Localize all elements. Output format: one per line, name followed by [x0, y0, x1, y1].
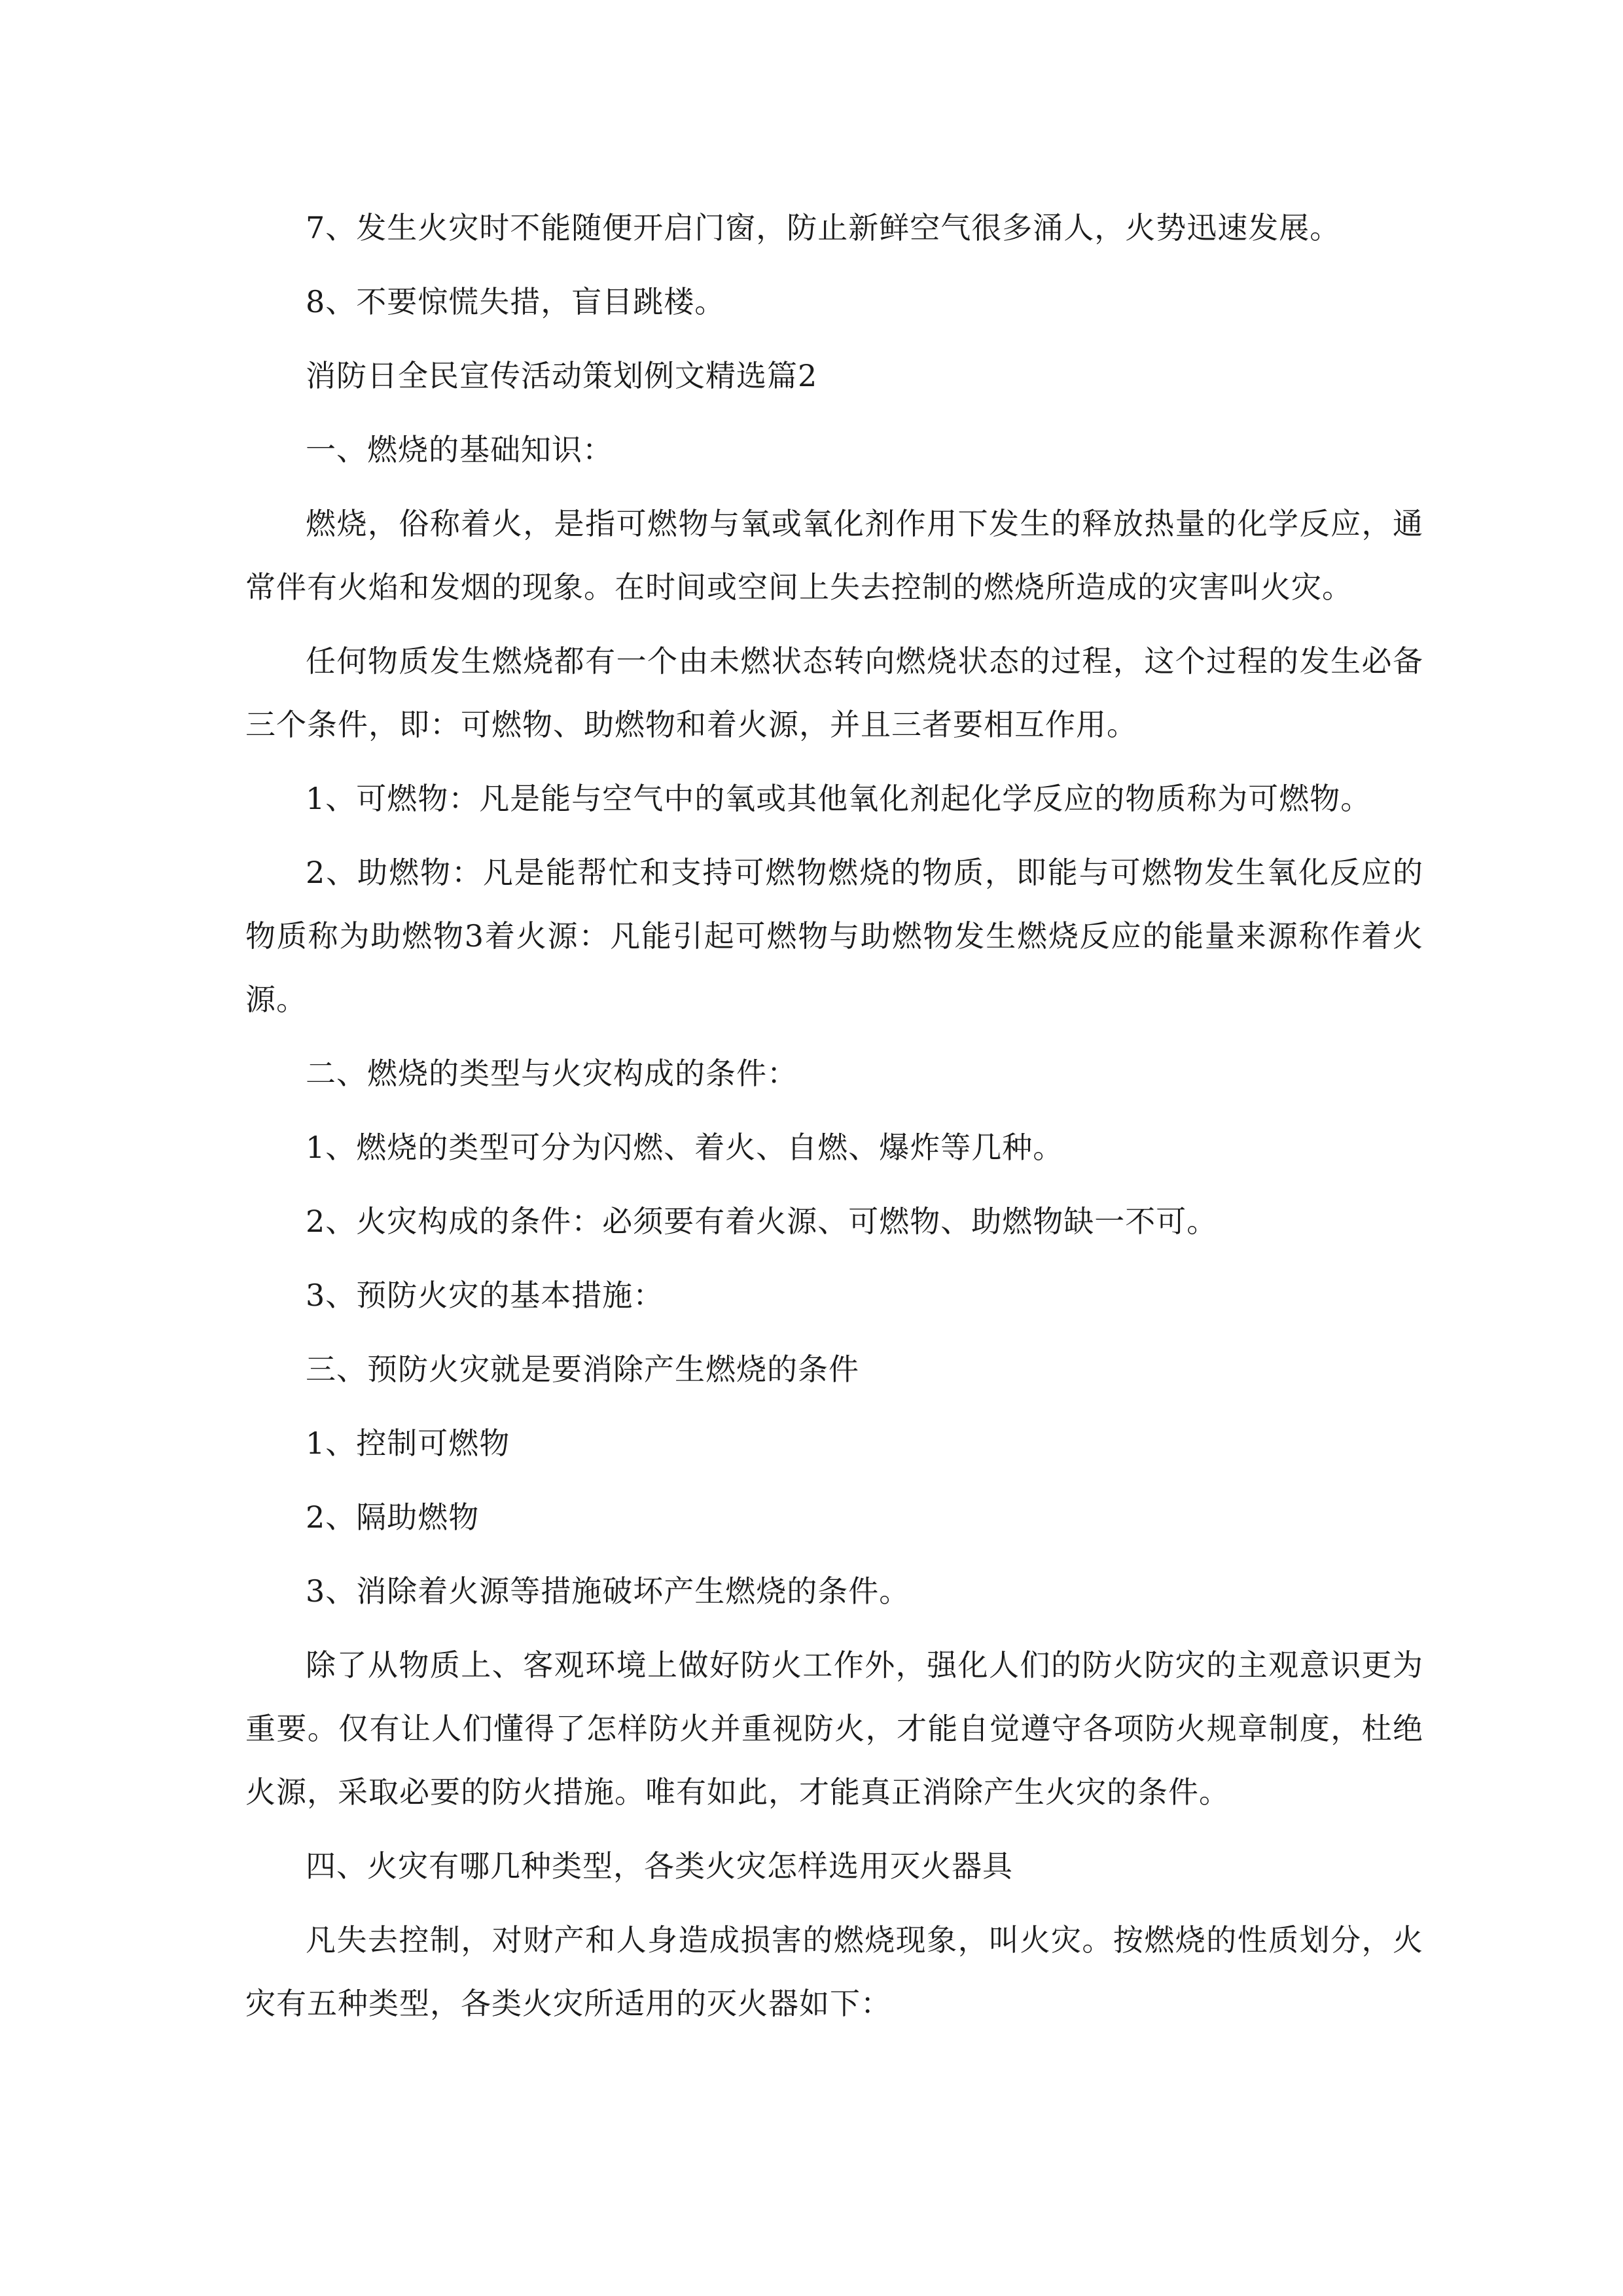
paragraph-9: 3、预防火灾的基本措施： [306, 1278, 664, 1313]
paragraph-12: 3、消除着火源等措施破坏产生燃烧的条件。 [306, 1573, 910, 1609]
heading-4: 四、火灾有哪几种类型，各类火灾怎样选用灭火器具 [306, 1848, 1013, 1884]
paragraph-13: 除了从物质上、客观环境上做好防火工作外，强化人们的防火防灾的主观意识更为重要。仅有让人们懂得了怎样防火并重视防火，才能自觉遵守各项防火规章制度，杜绝火源，采取必要的防火措施。唯有如此，才能真正消除产生火灾的条件。 [245, 1647, 1423, 1810]
paragraph-1: 7、发生火灾时不能随便开启门窗，防止新鲜空气很多涌人，火势迅速发展。 [306, 210, 1341, 245]
paragraph-7: 1、燃烧的类型可分为闪燃、着火、自燃、爆炸等几种。 [306, 1130, 1064, 1165]
section-title: 消防日全民宣传活动策划例文精选篇2 [306, 358, 818, 393]
paragraph-2: 8、不要惊慌失措，盲目跳楼。 [306, 284, 726, 319]
paragraph-5: 1、可燃物：凡是能与空气中的氧或其他氧化剂起化学反应的物质称为可燃物。 [306, 781, 1372, 816]
document-page [245, 196, 1423, 2036]
heading-2: 二、燃烧的类型与火灾构成的条件： [306, 1056, 798, 1091]
paragraph-6: 2、助燃物：凡是能帮忙和支持可燃物燃烧的物质，即能与可燃物发生氧化反应的物质称为助燃物3着火源：凡能引起可燃物与助燃物发生燃烧反应的能量来源称作着火源。 [245, 855, 1423, 1017]
heading-1: 一、燃烧的基础知识： [306, 432, 613, 467]
paragraph-8: 2、火灾构成的条件：必须要有着火源、可燃物、助燃物缺一不可。 [306, 1204, 1218, 1239]
paragraph-3: 燃烧，俗称着火，是指可燃物与氧或氧化剂作用下发生的释放热量的化学反应，通常伴有火焰和发烟的现象。在时间或空间上失去控制的燃烧所造成的灾害叫火灾。 [245, 506, 1423, 605]
paragraph-10: 1、控制可燃物 [306, 1426, 510, 1461]
paragraph-4: 任何物质发生燃烧都有一个由未燃状态转向燃烧状态的过程，这个过程的发生必备三个条件，即：可燃物、助燃物和着火源，并且三者要相互作用。 [245, 643, 1423, 742]
paragraph-11: 2、隔助燃物 [306, 1499, 480, 1535]
heading-3: 三、预防火灾就是要消除产生燃烧的条件 [306, 1352, 859, 1387]
paragraph-14: 凡失去控制，对财产和人身造成损害的燃烧现象，叫火灾。按燃烧的性质划分，火灾有五种类型，各类火灾所适用的灭火器如下： [245, 1922, 1423, 2021]
